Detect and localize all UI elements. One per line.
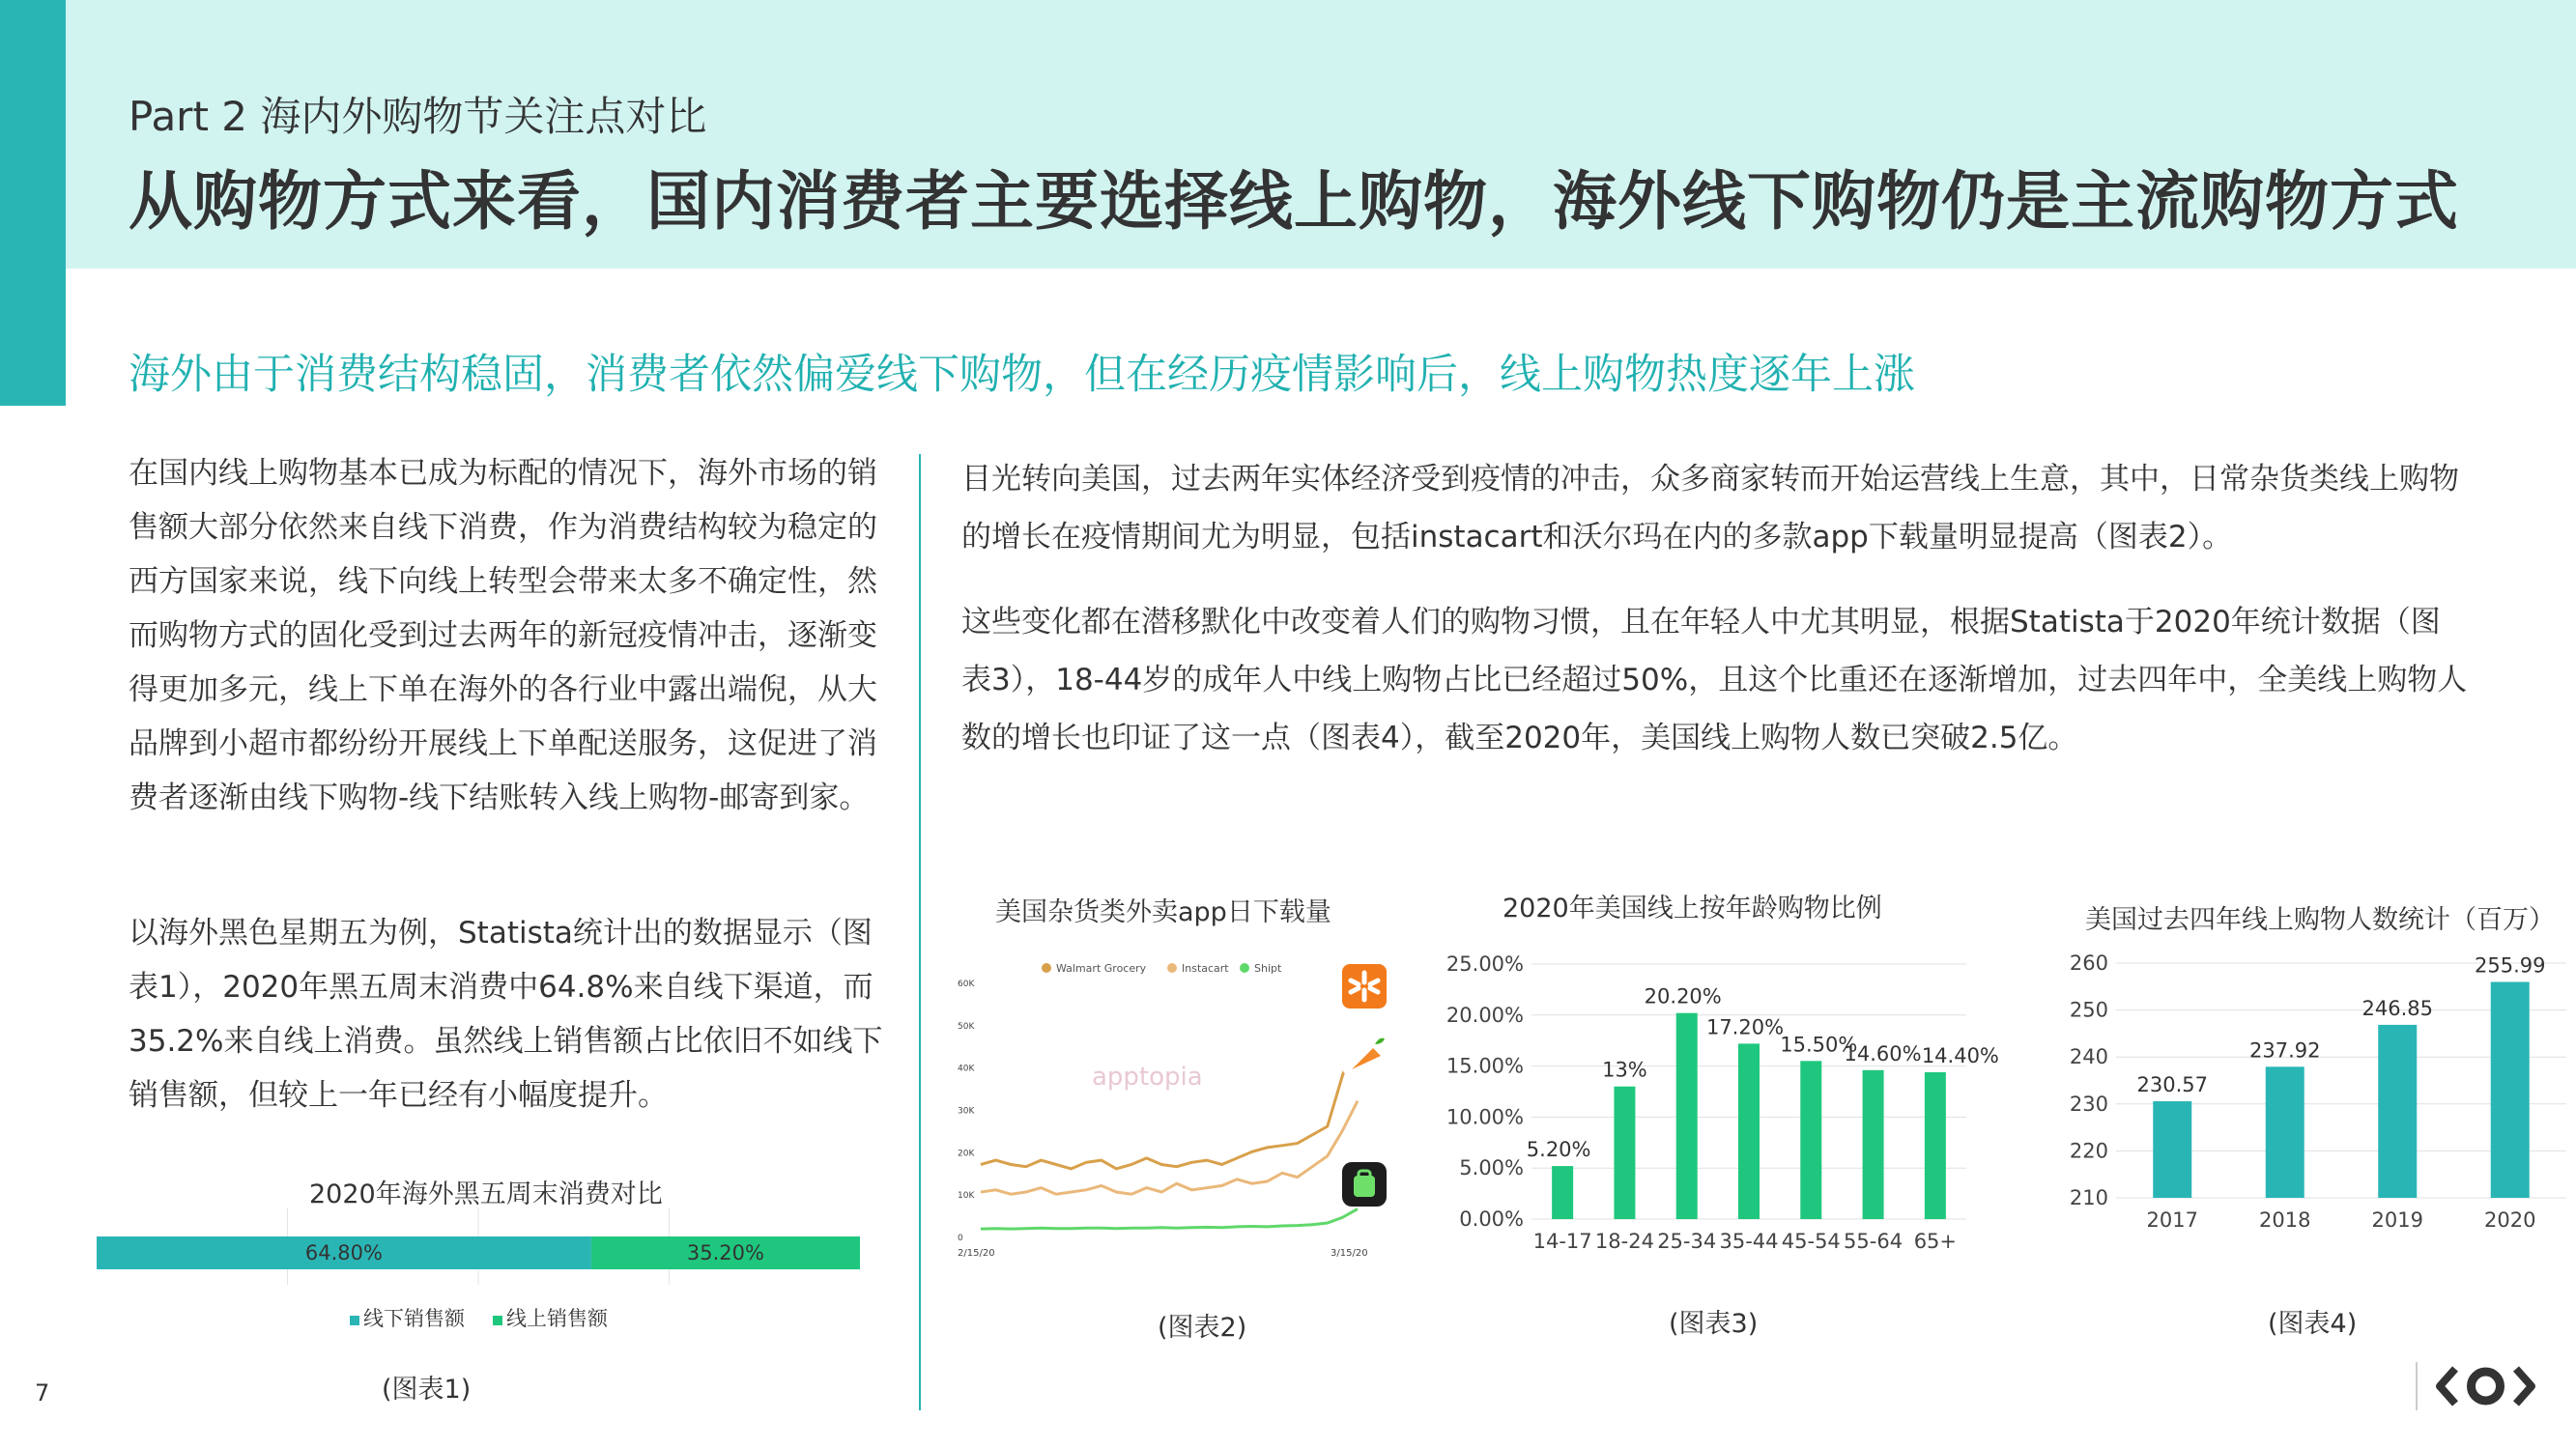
chart3-x-tick: 65+: [1913, 1230, 1958, 1253]
chart3-bar: [1738, 1043, 1760, 1219]
chart4-bar: [2491, 981, 2530, 1198]
chart4-value-label: 237.92: [2249, 1038, 2321, 1063]
chart3-x-tick: 14-17: [1532, 1230, 1592, 1253]
chart4-x-tick: 2020: [2484, 1208, 2536, 1232]
column-divider: [919, 454, 921, 1410]
chart3-value-label: 20.20%: [1644, 984, 1722, 1009]
chart2-y-tick: 10K: [958, 1191, 975, 1202]
chart4-y-tick: 260: [2069, 952, 2108, 975]
chart3-svg: [1440, 942, 2000, 1270]
chart3-bar: [1552, 1166, 1573, 1219]
chart1-legend-swatch-offline: [350, 1316, 359, 1325]
chart3-y-tick: 5.00%: [1459, 1156, 1524, 1180]
chart1-caption: (图表1): [382, 1375, 472, 1405]
chart3-title: 2020年美国线上按年龄购物比例: [1503, 894, 1882, 923]
chart2-svg: [952, 942, 1406, 1270]
chart2-x-tick: 2/15/20: [958, 1248, 995, 1259]
chart2-series-line: [981, 1209, 1358, 1230]
chart2-legend-dot-walmart: [1042, 963, 1051, 973]
chart3-x-tick: 25-34: [1657, 1230, 1717, 1253]
chart1-legend-offline: 线下销售额: [363, 1307, 465, 1330]
chart4-value-label: 255.99: [2475, 953, 2546, 978]
chart1-title: 2020年海外黑五周末消费对比: [309, 1179, 663, 1209]
chart4-value-label: 246.85: [2361, 996, 2433, 1020]
chart3-x-tick: 35-44: [1719, 1230, 1779, 1253]
chart2-title: 美国杂货类外卖app日下载量: [995, 897, 1331, 927]
logo-divider: [2416, 1362, 2418, 1410]
chart2-y-tick: 0: [958, 1234, 963, 1243]
accent-bar: [0, 0, 66, 406]
left-paragraph-2: 以海外黑色星期五为例，Statista统计出的数据显示（图表1），2020年黑五周末消费中64.8%来自线下渠道，而35.2%来自线上消费。虽然线上销售额占比依旧不如线下销售额，但较上一年已经有小幅度提升。: [129, 916, 883, 1113]
chart4-title: 美国过去四年线上购物人数统计（百万）: [2085, 905, 2555, 935]
chart3-value-label: 14.40%: [1921, 1043, 1999, 1067]
chart3-bar: [1925, 1072, 1946, 1219]
chart2-x-tick: 3/15/20: [1331, 1248, 1368, 1259]
chart4-y-tick: 230: [2069, 1092, 2108, 1116]
brand-logo-icon: [2430, 1357, 2541, 1415]
chart2-legend-instacart: Instacart: [1182, 962, 1229, 975]
chart1-legend-online: 线上销售额: [506, 1307, 608, 1330]
chart4-x-tick: 2018: [2259, 1208, 2311, 1232]
chart4-bar: [2266, 1066, 2304, 1198]
chart2-legend-dot-shipt: [1240, 963, 1249, 973]
chart4-bar: [2378, 1025, 2417, 1198]
chart4-caption: (图表4): [2268, 1309, 2358, 1339]
chart2-y-tick: 60K: [958, 980, 975, 989]
chart3-caption: (图表3): [1669, 1309, 1759, 1339]
chart4-y-tick: 240: [2069, 1045, 2108, 1069]
chart3-bar: [1800, 1061, 1821, 1219]
chart2-series-line: [981, 1101, 1358, 1195]
chart3-bar: [1863, 1070, 1884, 1219]
chart3-y-tick: 15.00%: [1445, 1054, 1524, 1078]
chart2-legend-dot-instacart: [1167, 963, 1177, 973]
chart3-value-label: 5.20%: [1526, 1138, 1591, 1162]
chart4-y-tick: 220: [2069, 1139, 2108, 1163]
chart1-value-label: 64.80%: [304, 1241, 383, 1264]
chart2-legend-shipt: Shipt: [1254, 962, 1282, 975]
chart3-x-tick: 18-24: [1594, 1230, 1654, 1253]
chart3-value-label: 15.50%: [1780, 1033, 1858, 1057]
chart4-value-label: 230.57: [2136, 1073, 2208, 1097]
chart3-y-tick: 20.00%: [1445, 1003, 1524, 1027]
chart1-value-label: 35.20%: [686, 1241, 764, 1264]
chart3-value-label: 13%: [1602, 1058, 1647, 1082]
chart2-y-tick: 30K: [958, 1106, 975, 1117]
instacart-icon: [1342, 1031, 1387, 1075]
chart3-y-tick: 0.00%: [1459, 1208, 1524, 1231]
chart3-bar: [1614, 1087, 1635, 1219]
chart3-bar: [1676, 1013, 1698, 1219]
chart1-legend-swatch-online: [493, 1316, 502, 1325]
chart2-y-tick: 20K: [958, 1149, 975, 1159]
chart4-bar: [2153, 1101, 2191, 1198]
chart3-y-tick: 25.00%: [1445, 952, 1524, 976]
chart2-watermark: apptopia: [1092, 1063, 1203, 1092]
left-paragraph-1: 在国内线上购物基本已成为标配的情况下，海外市场的销售额大部分依然来自线下消费，作为消费结构较为稳定的西方国家来说，线下向线上转型会带来太多不确定性，然而购物方式的固化受到过去两年的新冠疫情冲击，逐渐变得更加多元，线上下单在海外的各行业中露出端倪，从大品牌到小超市都纷纷开展线上下单配送服务，这促进了消费者逐渐由线下购物-线下结账转入线上购物-邮寄到家。: [129, 456, 877, 815]
right-paragraph-1: 目光转向美国，过去两年实体经济受到疫情的冲击，众多商家转而开始运营线上生意，其中，日常杂货类线上购物的增长在疫情期间尤为明显，包括instacart和沃尔玛在内的多款app下载量明显提高（图表2）。: [961, 462, 2459, 554]
part-label: Part 2 海内外购物节关注点对比: [129, 93, 707, 140]
chart2-legend-walmart: Walmart Grocery: [1056, 962, 1147, 975]
chart4-y-tick: 250: [2069, 998, 2108, 1022]
page-title: 从购物方式来看，国内消费者主要选择线上购物，海外线下购物仍是主流购物方式: [129, 164, 2459, 239]
walmart-icon: [1342, 964, 1387, 1009]
chart3-value-label: 14.60%: [1844, 1041, 1922, 1065]
chart4-svg: [2010, 942, 2576, 1270]
chart3-x-tick: 45-54: [1781, 1230, 1841, 1253]
chart2-caption: (图表2): [1158, 1313, 1247, 1343]
shipt-icon: [1342, 1162, 1387, 1207]
chart1-svg: [87, 1208, 879, 1352]
chart2-series-line: [981, 1034, 1358, 1169]
chart3-y-tick: 10.00%: [1445, 1105, 1524, 1129]
chart3-value-label: 17.20%: [1705, 1015, 1785, 1039]
right-paragraph-2: 这些变化都在潜移默化中改变着人们的购物习惯，且在年轻人中尤其明显，根据Statista于2020年统计数据（图表3），18-44岁的成年人中线上购物占比已经超过50%，且这个比重还在逐渐增加，过去四年中，全美线上购物人数的增长也印证了这一点（图表4），截至2020年，美国线上购物人数已突破2.5亿。: [961, 605, 2468, 755]
chart3-x-tick: 55-64: [1844, 1230, 1903, 1253]
chart4-y-tick: 210: [2069, 1186, 2108, 1209]
section-subtitle: 海外由于消费结构稳固，消费者依然偏爱线下购物，但在经历疫情影响后，线上购物热度逐年上涨: [129, 351, 1915, 399]
chart4-x-tick: 2019: [2371, 1208, 2423, 1232]
chart2-y-tick: 50K: [958, 1021, 975, 1032]
page-number: 7: [35, 1379, 50, 1406]
chart4-x-tick: 2017: [2146, 1208, 2198, 1232]
chart2-y-tick: 40K: [958, 1064, 975, 1074]
chart2-legend: [1042, 962, 1282, 975]
